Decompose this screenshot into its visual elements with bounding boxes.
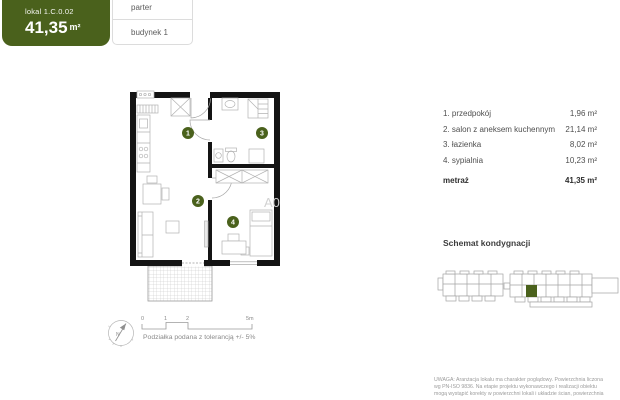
room-area: 10,23 m² [565,156,597,166]
room-area: 8,02 m² [569,140,597,150]
room-list-rows [443,106,597,168]
scale-tick-5m: 5m [246,316,254,322]
room-row [443,137,597,153]
room-name: 2. salon z aneksem kuchennym [443,124,556,134]
compass-icon [103,315,139,351]
disclaimer-text [434,377,618,398]
scale-tick-1: 1 [164,316,168,322]
compass-n-label: N [116,332,120,338]
unit-area-unit: m² [69,22,81,32]
room-name: 3. łazienka [443,140,482,150]
room-marker-2-label: 2 [196,198,200,206]
room-name: 1. przedpokój [443,109,492,119]
room-marker-4-label: 4 [231,219,235,227]
floor-selector[interactable] [113,0,192,19]
balcony [148,266,212,301]
scale-bar [140,312,265,334]
floor-schematic [430,266,620,310]
floor-plan [125,85,290,310]
total-label: metraż [443,175,469,185]
floor-label: parter [131,2,152,12]
floor-building-box [112,0,193,45]
unit-label: lokal 1.C.0.02 [25,7,74,16]
disclaimer-line-3: mogą wystąpić korekty w powierzchni lokali i układzie ścian, powierzchnia [434,391,604,397]
watermark-text: A0 [264,195,280,210]
room-marker-1-label: 1 [186,130,190,138]
room-row [443,153,597,169]
room-area: 1,96 m² [569,109,597,119]
unit-area-value: 41,35 [25,18,68,37]
scale-tick-0: 0 [141,316,145,322]
room-name: 4. sypialnia [443,156,484,166]
scale-caption: Podziałka podana z tolerancją +/- 5% [143,334,256,341]
unit-badge [2,0,110,46]
unit-area [25,18,110,38]
room-list-total [443,172,597,188]
building-label: budynek 1 [131,27,168,37]
disclaimer-line-1: UWAGA: Aranżacja lokalu ma charakter poglądowy. Powierzchnia liczona [434,377,603,383]
total-area: 41,35 m² [564,175,597,185]
room-area: 21,14 m² [565,124,597,134]
room-row [443,122,597,138]
schematic-highlighted-unit[interactable] [526,285,537,297]
room-marker-3-label: 3 [260,130,264,138]
disclaimer-line-2: wg PN-ISO 9836. Na etapie projektu wykonawczego i realizacji obiektu [434,384,597,390]
schemat-title: Schemat kondygnacji [443,238,531,248]
room-row [443,106,597,122]
room-list [443,106,597,188]
building-selector[interactable] [113,19,192,44]
scale-tick-2: 2 [186,316,190,322]
